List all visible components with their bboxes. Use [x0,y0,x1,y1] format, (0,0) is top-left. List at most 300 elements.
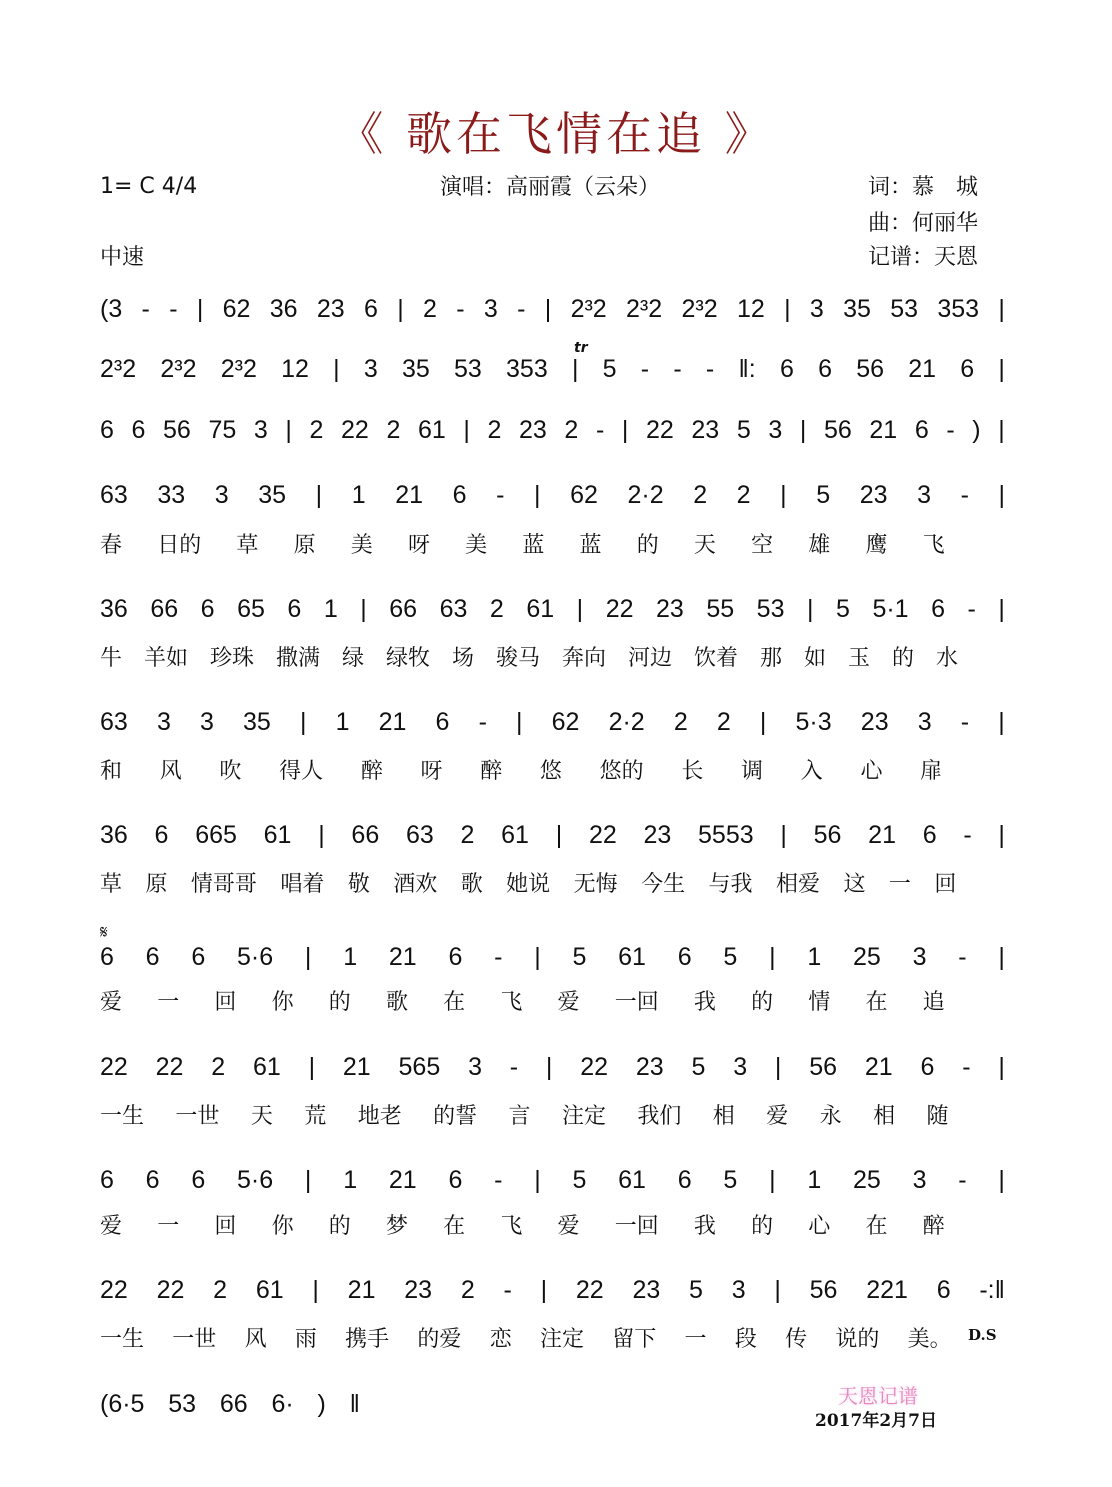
lyric: 原 [145,872,168,897]
lyrics-line [100,985,980,1016]
note: 66 [150,595,179,623]
lyric: 一世 [172,1327,217,1352]
note: 2 [211,1053,226,1081]
note: 6 [154,821,169,849]
note: 6 [100,416,114,444]
lyric: 的 [892,646,915,671]
note: - [967,595,976,623]
barline: | [998,355,1005,383]
note: - [496,481,505,509]
notation-line [100,295,1005,324]
lyric: 一回 [614,1214,659,1239]
note: 3 [912,1166,927,1194]
note: 6 [448,1166,463,1194]
lyric: 醉 [922,1214,945,1239]
note: 22 [100,1276,128,1304]
lyric: 传 [785,1327,808,1352]
lyric: 相爱 [775,872,820,897]
barline: | [360,595,367,623]
note: 2·2 [608,708,645,736]
barline: | [304,943,312,971]
lyric: 回 [214,1214,237,1239]
note: 53 [453,355,482,383]
note: 5 [691,1053,706,1081]
lyric: 入 [800,759,823,784]
barline: | [545,1053,553,1081]
note: 23 [404,1276,433,1304]
lyric: 空 [751,533,774,558]
lyrics-line [100,754,980,785]
note: 21 [347,1276,376,1304]
lyric: 飞 [922,533,945,558]
note: - [640,355,650,383]
lyric: 美 [465,533,488,558]
lyrics-line [100,1209,980,1240]
notation-line [100,943,1005,972]
lyric: 注定 [561,1104,606,1129]
note: 3 [483,295,498,323]
note: 1 [343,1166,358,1194]
barline: | [397,295,404,323]
lyric: 呀 [420,759,443,784]
note: - [705,355,715,383]
lyric: 你 [271,990,294,1015]
barline: | [299,708,307,736]
lyric: 酒欢 [393,872,438,897]
note: 2 [460,821,475,849]
note: - [960,481,969,509]
note: 221 [866,1276,908,1304]
barline: | [780,481,787,509]
note: 56 [809,1053,838,1081]
note: 6 [936,1276,951,1304]
note: 3 [363,355,378,383]
note: 2 [673,708,688,736]
lyric: 注定 [539,1327,584,1352]
note: 61 [255,1276,284,1304]
note: 2³2 [681,295,718,323]
barline: | [196,295,204,323]
note: ) [317,1390,326,1418]
lyric: 一生 [100,1104,145,1129]
note: 56 [809,1276,838,1304]
lyric: 追 [922,990,945,1015]
lyric: 的誓 [433,1104,478,1129]
singer: 演唱：高丽霞（云朵） [440,175,661,200]
lyric: 扉 [920,759,943,784]
note: 25 [853,1166,881,1194]
barline: | [621,416,629,444]
note: 3 [214,481,229,509]
lyric: 原 [293,533,316,558]
lyric: 飞 [500,990,523,1015]
lyric: 骏马 [496,646,541,671]
note: 33 [157,481,186,509]
note: 55 [706,595,735,623]
lyric: 饮着 [694,646,739,671]
lyric: 回 [934,872,957,897]
note: 53 [890,295,919,323]
note: 25 [853,943,881,971]
note: 5 [689,1276,703,1304]
note: 61 [618,1166,646,1194]
note: 1 [351,481,366,509]
barline: | [534,943,541,971]
barline: | [799,416,807,444]
note: 75 [208,416,237,444]
note: - [141,295,150,323]
note: 61 [526,595,555,623]
note: 53 [756,595,785,623]
barline: | [998,708,1005,736]
note: 6 [145,943,160,971]
lyric: 这 [843,872,866,897]
note: 6 [200,595,215,623]
note: 21 [868,821,896,849]
note: 3 [731,1276,746,1304]
note: - [456,295,465,323]
lyric: 绿 [342,646,365,671]
note: 6 [931,595,945,623]
note: 56 [813,821,842,849]
note: 353 [937,295,980,323]
note: 22 [645,416,674,444]
note: - [962,1053,971,1081]
note: - [509,1053,519,1081]
lyric: 的爱 [417,1327,462,1352]
lyric: 情 [808,990,831,1015]
lyric: 言 [508,1104,531,1129]
note: 6 [287,595,302,623]
lyric: 天 [693,533,716,558]
note: - [595,416,605,444]
lyrics-line [100,528,980,559]
notation-line [100,708,1005,737]
note: 3 [156,708,171,736]
note: 5·3 [795,708,832,736]
note: 5·6 [237,1166,274,1194]
note: 6 [448,943,463,971]
note: 2 [423,295,437,323]
notation-line [100,595,1005,624]
lyric: 我 [693,990,716,1015]
trill-mark: tr [574,340,588,356]
barline: ‖ [349,1390,360,1418]
lyric: 鹰 [865,533,888,558]
transcriber-stamp: 天恩记谱 [838,1384,918,1408]
notation-line [100,1166,1005,1195]
lyric: 的 [328,1214,351,1239]
tempo: 中速 [100,245,145,270]
note: 6 [191,943,206,971]
lyric: 爱 [100,990,123,1015]
barline: | [333,355,340,383]
lyric: 一 [888,872,911,897]
note: 23 [691,416,720,444]
lyric: 一生 [100,1327,145,1352]
lyric: 吹 [219,759,242,784]
note: 3 [917,481,932,509]
note: 63 [100,481,128,509]
note: 12 [736,295,765,323]
note: 56 [856,355,884,383]
note: 62 [222,295,251,323]
note: 21 [342,1053,371,1081]
note: 2 [460,1276,475,1304]
note: 2 [386,416,401,444]
note: (6·5 [100,1390,145,1418]
note: 63 [439,595,468,623]
barline: | [318,821,325,849]
note: 3 [253,416,268,444]
note: - [958,943,967,971]
key: 1= C [100,174,155,199]
lyric: 和 [100,759,123,784]
note: 23 [656,595,684,623]
note: 63 [405,821,434,849]
barline: | [998,943,1005,971]
note: 5 [723,1166,738,1194]
lyric: 的 [751,1214,774,1239]
lyric: 心 [808,1214,831,1239]
note: 665 [195,821,237,849]
lyric: 风 [159,759,182,784]
note: 5 [736,416,751,444]
note: 353 [506,355,548,383]
note: 6 [920,1053,935,1081]
lyric: 说的 [835,1327,880,1352]
lyric: 那 [760,646,783,671]
note: 6 [452,481,467,509]
note: 22 [100,1053,128,1081]
barline: | [780,821,787,849]
note: 23 [643,821,672,849]
lyric: 歌 [385,990,408,1015]
lyric: 天 [250,1104,273,1129]
note: 62 [570,481,598,509]
note: 22 [341,416,369,444]
lyric: 携手 [345,1327,390,1352]
barline: | [807,595,814,623]
notation-line [100,416,1005,445]
barline: | [774,1276,781,1304]
lyric: 敬 [347,872,370,897]
note: 6 [914,416,929,444]
lyric: 长 [681,759,704,784]
note: 6· [271,1390,294,1418]
lyricist: 词：慕 城 [868,175,979,200]
lyric: 爱 [557,990,580,1015]
lyric: 我 [693,1214,716,1239]
ds-mark: D.S [968,1326,997,1344]
note: 2 [213,1276,228,1304]
lyrics-line [100,867,980,898]
lyric: 河边 [628,646,673,671]
note: 3 [768,416,783,444]
note: 3 [468,1053,482,1081]
lyric: 雄 [808,533,831,558]
note: 6 [677,943,692,971]
lyric: 飞 [500,1214,523,1239]
note: - [494,943,503,971]
note: 2³2 [626,295,663,323]
note: 2³2 [220,355,257,383]
note: 6 [364,295,378,323]
barline: | [571,355,579,383]
note: 2 [309,416,324,444]
note: 5 [723,943,738,971]
lyric: 水 [936,646,959,671]
lyric: 撒满 [276,646,321,671]
note: - [478,708,487,736]
note: - [963,821,972,849]
note: 2 [487,416,502,444]
lyric: 回 [214,990,237,1015]
key-signature [100,174,197,199]
note: 22 [156,1276,185,1304]
note: 22 [580,1053,609,1081]
barline: | [998,821,1005,849]
note: 2 [736,481,751,509]
note: 12 [281,355,309,383]
lyric: 美 [350,533,373,558]
note: 65 [237,595,265,623]
lyric: 在 [443,1214,466,1239]
lyric: 醉 [480,759,503,784]
barline: | [312,1276,319,1304]
note: 62 [551,708,580,736]
note: 21 [388,1166,417,1194]
note: 23 [860,708,889,736]
lyric: 我们 [637,1104,682,1129]
barline: | [998,595,1005,623]
barline: | [769,943,776,971]
lyric: 一世 [175,1104,220,1129]
lyric: 羊如 [144,646,189,671]
note: 66 [351,821,380,849]
lyric: 一 [157,1214,180,1239]
note: (3 [100,295,123,323]
note: 2³2 [570,295,607,323]
note: 1 [807,1166,822,1194]
note: - [958,1166,967,1194]
note: 5·6 [237,943,274,971]
note: 22 [605,595,634,623]
note: 3 [917,708,932,736]
lyric: 草 [100,872,123,897]
note: 61 [501,821,529,849]
barline: | [784,295,791,323]
note: 6 [131,416,146,444]
lyric: 爱 [766,1104,789,1129]
lyric: 牛 [100,646,123,671]
note: 21 [864,1053,893,1081]
composer: 曲：何丽华 [868,211,979,236]
barline: | [534,481,541,509]
note: - [169,295,178,323]
lyrics-line [100,641,980,672]
lyric: 悠 [539,759,562,784]
lyric: 的 [751,990,774,1015]
note: 23 [859,481,888,509]
lyric: 随 [926,1104,949,1129]
note: 23 [635,1053,664,1081]
note: 21 [388,943,417,971]
barline: | [534,1166,541,1194]
barline: | [998,1166,1005,1194]
lyric: 珍珠 [210,646,255,671]
lyric: 相 [712,1104,735,1129]
barline: | [285,416,292,444]
notation-line [100,821,1005,850]
note: 56 [823,416,852,444]
segno-sign: 𝄋 [100,922,108,943]
lyric: 留下 [612,1327,657,1352]
note: 5 [572,1166,587,1194]
lyric: 一 [684,1327,707,1352]
lyric: 悠的 [599,759,644,784]
note: 3 [733,1053,748,1081]
note: 36 [100,821,128,849]
note: 23 [632,1276,661,1304]
barline: | [576,595,584,623]
lyric: 美。 [907,1327,952,1352]
lyric: 梦 [385,1214,408,1239]
note: 6 [922,821,937,849]
note: - [503,1276,512,1304]
time-signature: 4/4 [161,174,198,199]
lyric: 绿牧 [386,646,431,671]
note: 1 [335,708,350,736]
note: 5 [836,595,850,623]
note: 1 [343,943,358,971]
barline: | [998,481,1005,509]
note: 63 [100,708,128,736]
lyric: 呀 [407,533,430,558]
note: - [960,708,970,736]
note: 5 [572,943,587,971]
note: 35 [243,708,271,736]
barline: | [540,1276,548,1304]
lyric: 在 [865,990,888,1015]
lyric: 蓝 [579,533,602,558]
note: 21 [908,355,937,383]
note: 53 [168,1390,197,1418]
barline: | [516,708,523,736]
lyrics-line [100,1322,980,1353]
barline: | [304,1166,312,1194]
note: 2 [489,595,504,623]
lyric: 在 [865,1214,888,1239]
note: 61 [263,821,292,849]
lyric: 今生 [641,872,686,897]
note: 5 [602,355,617,383]
lyric: 春 [100,533,123,558]
barline: | [998,295,1005,323]
note: 35 [843,295,871,323]
note: 3 [912,943,927,971]
barline: | [774,1053,782,1081]
lyric: 情哥哥 [190,872,257,897]
lyric: 风 [244,1327,267,1352]
note: 35 [401,355,430,383]
transcriber: 记谱：天恩 [868,245,979,270]
barline: | [463,416,470,444]
lyric: 的 [636,533,659,558]
note: 2 [693,481,708,509]
lyric: 醉 [360,759,383,784]
lyric: 荒 [304,1104,327,1129]
